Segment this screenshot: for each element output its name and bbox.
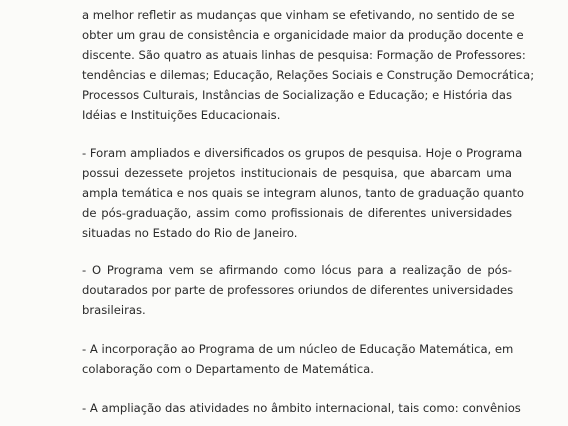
text-line: a melhor refletir as mudanças que vinham se efetivando, no sentido de se bbox=[82, 8, 515, 22]
text-line: - Foram ampliados e diversificados os grupos de pesquisa. Hoje o Programa bbox=[82, 146, 523, 160]
text-line: - O Programa vem se afirmando como lócus para a realização de pós- bbox=[82, 263, 512, 277]
text-line: possui dezessete projetos institucionais de pesquisa, que abarcam uma bbox=[82, 166, 512, 180]
text-line: obter um grau de consistência e organicidade maior da produção docente e bbox=[82, 28, 524, 42]
text-line: ampla temática e nos quais se integram alunos, tanto de graduação quanto bbox=[82, 186, 524, 200]
text-line: tendências e dilemas; Educação, Relações Sociais e Construção Democrática; bbox=[82, 68, 535, 82]
text-line: brasileiras. bbox=[82, 303, 146, 317]
text-line: colaboração com o Departamento de Matemática. bbox=[82, 362, 374, 376]
paragraph-math-education bbox=[82, 339, 512, 379]
paragraph-research-groups bbox=[82, 143, 524, 243]
text-line: de pós-graduação, assim como profissionais de diferentes universidades bbox=[82, 206, 512, 220]
text-line: - A incorporação ao Programa de um núcleo de Educação Matemática, em bbox=[82, 342, 514, 356]
paragraph-international bbox=[82, 398, 521, 418]
text-line: situadas no Estado do Rio de Janeiro. bbox=[82, 226, 298, 240]
text-line: Idéias e Instituições Educacionais. bbox=[82, 108, 281, 122]
paragraph-postdoc bbox=[82, 260, 512, 320]
text-line: discente. São quatro as atuais linhas de pesquisa: Formação de Professores: bbox=[82, 48, 526, 62]
text-line: doutarados por parte de professores oriundos de diferentes universidades bbox=[82, 283, 514, 297]
paragraph-research-lines bbox=[82, 5, 535, 125]
text-line: Processos Culturais, Instâncias de Socialização e Educação; e História das bbox=[82, 88, 512, 102]
text-line: - A ampliação das atividades no âmbito internacional, tais como: convênios bbox=[82, 401, 521, 415]
